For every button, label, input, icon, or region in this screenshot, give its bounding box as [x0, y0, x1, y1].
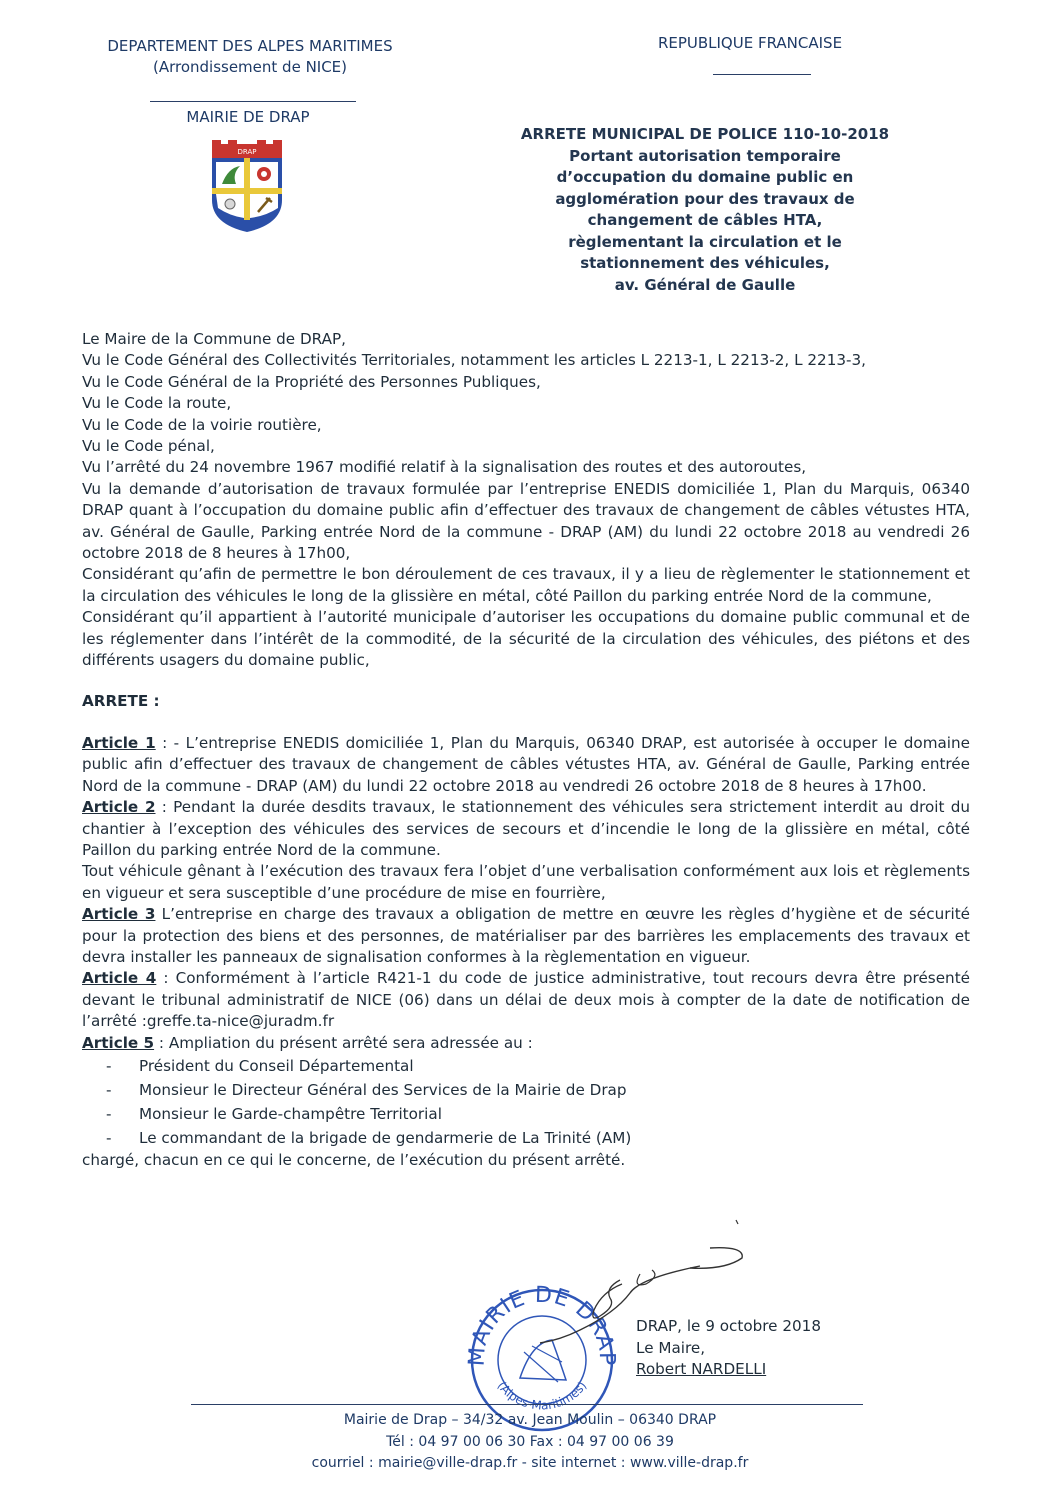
republic-header: REPUBLIQUE FRANCAISE — [657, 34, 843, 52]
signature-name: Robert NARDELLI — [636, 1360, 767, 1378]
article — [82, 733, 970, 797]
footer — [180, 1410, 880, 1475]
article-label: Article 5 — [82, 1033, 155, 1052]
distribution-list — [82, 1054, 970, 1150]
title-line: changement de câbles HTA, — [587, 211, 823, 229]
footer-address: Mairie de Drap – 34/32 av. Jean Moulin – 06340 DRAP — [343, 1412, 717, 1428]
footer-contact: courriel : mairie@ville-drap.fr - site internet : www.ville-drap.fr — [311, 1455, 749, 1471]
article-label: Article 3 — [82, 905, 156, 924]
article — [82, 904, 970, 968]
title-line: stationnement des véhicules, — [580, 254, 830, 272]
article-continuation — [82, 861, 970, 904]
article-text: : Ampliation du présent arrêté sera adressée au : — [154, 1033, 533, 1052]
signature-date: DRAP, le 9 octobre 2018 — [636, 1317, 821, 1335]
crest-label: DRAP — [237, 148, 257, 156]
article-text: L’entreprise en charge des travaux a obligation de mettre en œuvre les règles d’hygiène et de sécurité pour la protection des biens et des personnes, de matérialiser par des barrières les emplacements des travaux et devra installer les panneaux de signalisation conformes à la règlementation en vigueur. — [82, 905, 970, 966]
stamp-top-text: MAIRIE DE DRAP — [464, 1282, 620, 1367]
title-line: règlementant la circulation et le — [568, 232, 842, 251]
article-label: Article 1 — [82, 733, 156, 752]
footer-phone: Tél : 04 97 00 06 30 Fax : 04 97 00 06 39 — [386, 1433, 674, 1450]
footer-divider — [191, 1404, 863, 1405]
closing-line: chargé, chacun en ce qui le concerne, de l’exécution du présent arrêté. — [82, 1151, 626, 1169]
decree-number: ARRETE MUNICIPAL DE POLICE 110-10-2018 — [520, 125, 890, 143]
list-item: - Le commandant de la brigade de gendarmerie de La Trinité (AM) — [106, 1126, 970, 1150]
preamble-line: Vu le Code la route, — [82, 394, 232, 413]
title-line: av. Général de Gaulle — [614, 275, 796, 294]
decree-body — [82, 329, 970, 1171]
list-item: - Monsieur le Garde-champêtre Territorial — [106, 1102, 970, 1126]
svg-text:(Alpes-Maritimes) — [495, 1379, 590, 1413]
department-name: DEPARTEMENT DES ALPES MARITIMES — [107, 37, 393, 55]
list-item: - Monsieur le Directeur Général des Services de la Mairie de Drap — [106, 1078, 970, 1102]
article-label: Article 2 — [82, 798, 156, 817]
article-text: : - L’entreprise ENEDIS domiciliée 1, Plan du Marquis, 06340 DRAP, est autorisée à occuper le domaine public afin d’effectuer des travaux de changement de câbles vétustes HTA, av. Général de Gaulle, Parking entrée Nord de la commune - DRAP (AM) du lundi 22 octobre 2018 au vendredi 26 octobre 2018 de 8 heures à 17h00. — [82, 733, 970, 795]
list-item: - Président du Conseil Départemental — [106, 1054, 970, 1078]
article-text: : Conformément à l’article R421-1 du code de justice administrative, tout recours devra être présenté devant le tribunal administratif de NICE (06) dans un délai de deux mois à compter de la date de notification de l’arrêté :greffe.ta-nice@juradm.fr — [82, 969, 970, 1031]
decree-title — [470, 124, 940, 296]
preamble-line: Vu le Code de la voirie routière, — [82, 415, 322, 434]
article-text: Tout véhicule gênant à l’exécution des travaux fera l’objet d’une verbalisation conformément aux lois et règlements en vigueur et sera susceptible d’une procédure de mise en fourrière, — [82, 862, 970, 902]
preamble-line: Vu le Code pénal, — [82, 437, 215, 456]
article-text: : Pendant la durée desdits travaux, le stationnement des véhicules sera strictement interdit au droit du chantier à l’exception des véhicules des services de secours et d’incendie le long de la glissière en métal, côté Paillon du parking entrée Nord de la commune. — [82, 798, 970, 859]
preamble-line: Vu la demande d’autorisation de travaux formulée par l’entreprise ENEDIS domiciliée 1, Plan du Marquis, 06340 DRAP quant à l’occupation du domaine public afin d’effectuer des travaux de changement de câbles vétustes HTA, av. Général de Gaulle, Parking entrée Nord de la commune - DRAP (AM) du lundi 22 octobre 2018 au vendredi 26 octobre 2018 de 8 heures à 17h00, — [82, 479, 970, 563]
arrete-heading: ARRETE : — [82, 691, 160, 710]
article — [82, 968, 970, 1032]
title-line: d’occupation du domaine public en — [556, 168, 854, 186]
drap-coat-of-arms-icon — [206, 138, 288, 234]
preamble-line: Vu l’arrêté du 24 novembre 1967 modifié relatif à la signalisation des routes et des autoroutes, — [82, 458, 807, 477]
preamble-line: Vu le Code Général des Collectivités Territoriales, notamment les articles L 2213-1, L 2213-2, L 2213-3, — [82, 351, 866, 370]
preamble-line: Le Maire de la Commune de DRAP, — [82, 330, 346, 348]
header-divider-right — [713, 74, 811, 75]
title-line: Portant autorisation temporaire — [569, 146, 841, 165]
articles — [82, 733, 970, 1054]
department-header — [40, 36, 460, 78]
mairie-name: MAIRIE DE DRAP — [186, 108, 310, 126]
title-line: agglomération pour des travaux de — [555, 189, 855, 208]
article — [82, 1033, 970, 1054]
article-label: Article 4 — [82, 969, 157, 988]
arrondissement: (Arrondissement de NICE) — [152, 58, 348, 76]
preamble-line: Vu le Code Général de la Propriété des Personnes Publiques, — [82, 372, 541, 391]
header-divider-left — [150, 101, 356, 102]
signature-block — [636, 1316, 821, 1381]
stamp-bottom-text: (Alpes-Maritimes) — [494, 1378, 590, 1413]
signature-role: Le Maire, — [636, 1338, 706, 1357]
article — [82, 797, 970, 861]
preamble-line: Considérant qu’afin de permettre le bon déroulement de ces travaux, il y a lieu de règlementer le stationnement et la circulation des véhicules le long de la glissière en métal, côté Paillon du parking entrée Nord de la commune, — [82, 565, 970, 605]
preamble-line: Considérant qu’il appartient à l’autorité municipale d’autoriser les occupations du domaine public communal et de les réglementer dans l’intérêt de la commodité, de la sécurité de la circulation des véhicules, des piétons et des différents usagers du domaine public, — [82, 608, 970, 670]
